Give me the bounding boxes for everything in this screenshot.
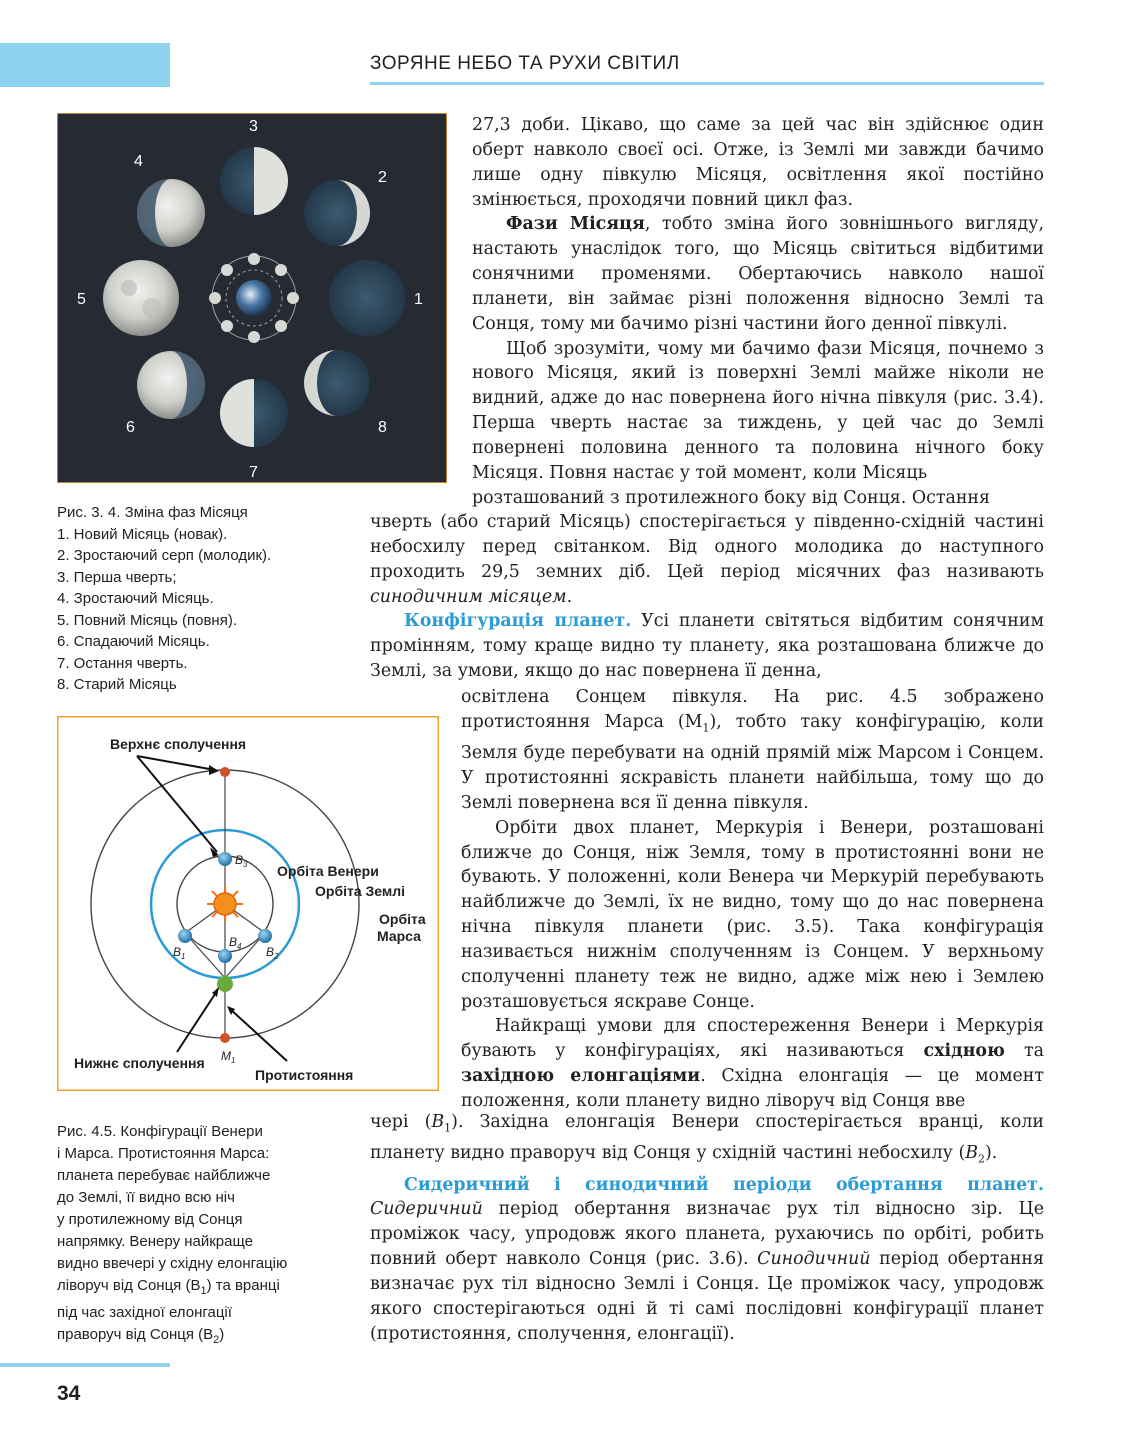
page-number: 34 xyxy=(57,1382,81,1405)
moon-phase-7 xyxy=(220,379,288,447)
paragraph-tail: розташований з протилежного боку від Сонця. Остання xyxy=(472,487,990,508)
moon-figure-caption xyxy=(57,502,357,696)
label-b2: $B_2$ xyxy=(266,945,279,961)
header-tab xyxy=(0,43,170,87)
caption-item: 3. Перша чверть; xyxy=(57,568,177,586)
header-rule xyxy=(370,82,1044,85)
caption-line: до Землі, її видно всю ніч xyxy=(57,1189,235,1206)
paragraph: Сидеричний і синодичний періоди обертання планет. Сидеричний період обертання визначає рух тіл відносно зір. Це проміжок часу, упродовж якого планета, рухаючись по орбіті, робить повний оберт навколо Сонця (рис. 3.6). Синодичний період обертання визначає рух тіл відносно Землі і Сонця. Це проміжок часу, упродовж якого спостерігаються одні й ті самі послідовні конфігурації планет (протистояння, сполучення, елонгації). xyxy=(370,1174,1044,1344)
caption-item: 4. Зростаючий Місяць. xyxy=(57,590,214,607)
moon-phase-4 xyxy=(137,179,205,247)
moon-label-1: 1 xyxy=(414,291,423,308)
caption-line: ліворуч від Сонця $(B_1)$ та вранці xyxy=(57,1277,280,1297)
moon-label-3: 3 xyxy=(249,118,258,135)
caption-line: Рис. 4.5. Конфігурації Венери xyxy=(57,1123,263,1140)
caption-item: 7. Остання чверть. xyxy=(57,654,188,672)
earth-dot xyxy=(217,976,233,992)
body-column-upper xyxy=(472,113,1044,511)
moon-phase-6 xyxy=(137,351,205,419)
moon-label-7: 7 xyxy=(249,464,258,481)
moon-label-4: 4 xyxy=(134,153,143,170)
paragraph: Найкращі умови для спостереження Венери і Меркурія бувають у конфігураціях, які називаються східною та західною елонгаціями. Східна елонгація — це момент положення, коли планету видно ліворуч від Сонця вве xyxy=(461,1016,1044,1111)
label-mars-orbit-2: Марса xyxy=(377,928,421,944)
mars-opposition-dot xyxy=(220,1033,230,1043)
label-m1: $M_1$ xyxy=(221,1049,236,1065)
caption-line: у протилежному від Сонця xyxy=(57,1211,243,1228)
venus-b1 xyxy=(178,929,192,943)
caption-item: 2. Зростаючий серп (молодик). xyxy=(57,547,272,564)
caption-item: 5. Повний Місяць (повня). xyxy=(57,611,237,629)
moon-label-2: 2 xyxy=(378,169,387,186)
label-b1: $B_1$ xyxy=(173,945,186,961)
label-upper-conjunction: Верхнє сполучення xyxy=(110,736,247,752)
footer-rule xyxy=(0,1363,170,1367)
body-column-bottom xyxy=(370,1110,1044,1347)
caption-line: планета перебуває найближче xyxy=(57,1167,271,1184)
venus-b2 xyxy=(258,929,272,943)
caption-line: і Марса. Протистояння Марса: xyxy=(57,1145,270,1162)
caption-line: під час західної елонгації xyxy=(57,1304,232,1321)
moon-label-5: 5 xyxy=(77,291,86,308)
moon-phase-5 xyxy=(103,260,179,336)
paragraph: чверть (або старий Місяць) спостерігається у південно-східній частині небосхилу перед світанком. Від одного молодика до наступного проходить 29,5 земних діб. Цей період місячних фаз називають синодичним місяцем. xyxy=(370,512,1044,607)
paragraph: чері $(B_1)$. Західна елонгація Венери спостерігається вранці, коли планету видно праворуч від Сонця у східній частині небосхилу $(B_2)$. xyxy=(370,1112,1045,1166)
label-opposition: Протистояння xyxy=(255,1067,354,1083)
moon-phase-2 xyxy=(304,180,370,246)
moon-label-8: 8 xyxy=(378,419,387,436)
label-mars-orbit-1: Орбіта xyxy=(379,911,426,927)
moon-label-6: 6 xyxy=(126,419,135,436)
moon-phase-3 xyxy=(220,147,288,215)
sun-icon xyxy=(207,886,243,922)
caption-line: праворуч від Сонця $(B_2)$ xyxy=(57,1326,225,1346)
caption-title: Рис. 3. 4. Зміна фаз Місяця xyxy=(57,504,248,521)
moon-phases-figure xyxy=(57,113,447,483)
label-earth-orbit: Орбіта Землі xyxy=(315,883,406,899)
body-column-middle xyxy=(370,510,1044,684)
page-header-title: ЗОРЯНЕ НЕБО ТА РУХИ СВІТИЛ xyxy=(370,53,680,74)
label-lower-conjunction: Нижнє сполучення xyxy=(74,1055,205,1071)
caption-item: 8. Старий Місяць xyxy=(57,676,177,693)
paragraph: 27,3 доби. Цікаво, що саме за цей час він здійснює один оберт навколо своєї осі. Отже, із Землі ми завжди бачимо лише одну півкулю Місяця, освітлення якої постійно змінюється, проходячи повний цикл фаз. xyxy=(472,115,1044,210)
caption-item: 1. Новий Місяць (новак). xyxy=(57,525,228,543)
label-b4: $B_4$ xyxy=(229,935,242,951)
paragraph: Щоб зрозуміти, чому ми бачимо фази Місяця, почнемо з нового Місяця, який із поверхні Землі майже ніколи не видний, адже до нас повернена його нічна півкуля (рис. 3.4). Перша чверть настає за тиждень, у цей час до Землі повернені половина денного та половина нічного боку Місяця. Повня настає у той момент, коли Місяць xyxy=(472,338,1044,483)
config-figure-border xyxy=(58,717,439,1091)
mars-upper-dot xyxy=(220,767,230,777)
body-column-lower xyxy=(461,685,1044,1114)
paragraph: Фази Місяця, тобто зміна його зовнішнього вигляду, настають унаслідок того, що Місяць світиться відбитими сонячними променями. Обертаючись навколо нашої планети, він займає різні положення відносно Землі та Сонця, тому ми бачимо різні частини його денної півкулі. xyxy=(472,214,1045,334)
config-figure-caption xyxy=(57,1121,357,1351)
moon-phase-1 xyxy=(329,260,405,336)
caption-line: видно ввечері у східну елонгацію xyxy=(57,1255,288,1272)
venus-b4 xyxy=(218,949,232,963)
paragraph: Орбіти двох планет, Меркурія і Венери, розташовані ближче до Сонця, ніж Земля, тому в протистоянні вони не бувають. У положенні, коли Венера чи Меркурій перебувають найближче до Землі, їх не видно, тому що до нас повернена нічна півкуля планети (рис. 3.5). Така конфігурація називається нижнім сполученням із Сонцем. У верхньому сполученні планету теж не видно, адже між нею і Землею розташовується яскраве Сонце. xyxy=(461,817,1044,1012)
caption-line: напрямку. Венеру найкраще xyxy=(57,1233,254,1250)
label-b3: $B_3$ xyxy=(235,853,248,869)
earth-icon xyxy=(236,280,272,316)
paragraph: освітлена Сонцем півкуля. На рис. 4.5 зображено протистояння Марса $(M_1)$, тобто таку конфігурацію, коли Земля буде перебувати на одній прямій між Марсом і Сонцем. У протистоянні яскравість планети найбільша, тому що до Землі повернена вся її денна півкуля. xyxy=(461,687,1044,813)
planet-configuration-figure xyxy=(57,716,439,1091)
label-venus-orbit: Орбіта Венери xyxy=(277,863,379,879)
paragraph: Конфігурація планет. Усі планети світяться відбитим сонячним промінням, тому краще видно ту планету, яка розташована ближче до Землі, за умови, якщо до нас повернена її денна, xyxy=(370,611,1044,682)
moon-phase-8 xyxy=(304,350,370,416)
venus-b3 xyxy=(218,852,232,866)
caption-item: 6. Спадаючий Місяць. xyxy=(57,633,210,650)
